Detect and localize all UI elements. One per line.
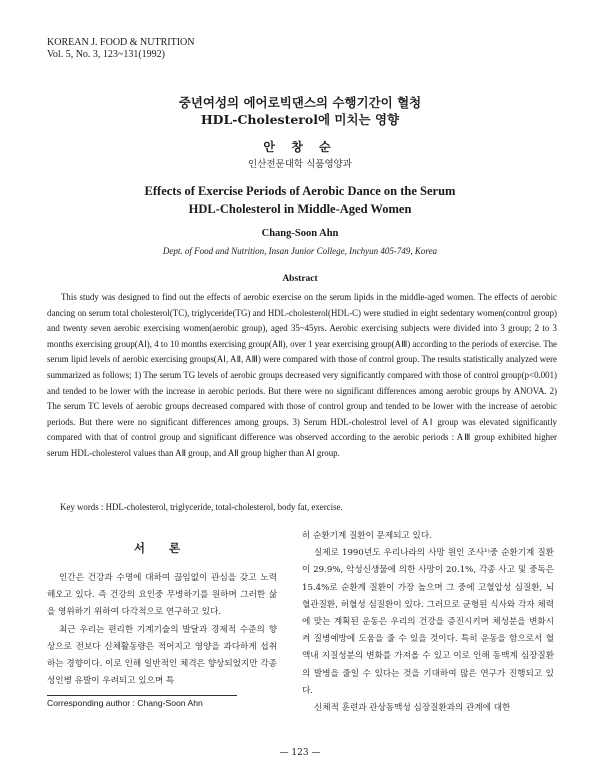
keywords — [60, 502, 560, 512]
body-paragraph: 히 순환기계 질환이 문제되고 있다. — [302, 531, 432, 541]
korean-title-line2: HDL-Cholesterol에 미치는 영향 — [200, 112, 400, 127]
section-heading-introduction: 서 론 — [133, 541, 191, 555]
keywords-label: Key words : — [60, 502, 106, 512]
page-number: — 123 — — [279, 748, 321, 758]
body-paragraph: 실제로 1990년도 우리나라의 사망 원인 조사¹⁾중 순환기계 질환이 29.9%, 악성신생물에 의한 사망이 20.1%, 각종 사고 및 중독은 15.4%로 순환계 질환이 가장 높으며 그 중에 고혈압성 심질환, 뇌혈관질환, 허혈성 심질환이 있다. 그러므로 균형된 식사와 각자 체력에 맞는 계획된 운동은 우리의 건강을 증진시키며 체성분을 변화시켜 질병예방에 도움을 줄 수 있을 것이다. 특히 운동을 함으로서 혈액내 지질성분의 변화를 가져올 수 있고 이로 인해 동맥계 심장질환의 발병을 줄일 수 있다는 것을 기대하여 많은 연구가 진행되고 있다. — [302, 548, 554, 696]
body-paragraph: 최근 우리는 편리한 기계기술의 발달과 경제적 수준의 향상으로 전보다 신체활동량은 적어지고 영양을 과다하게 섭취하는 경향이다. 이로 인해 일반적인 체격은 향상되었지만 각종 성인병 유발이 우려되고 있으며 특 — [47, 624, 277, 687]
corresponding-author-footnote: Corresponding author : Chang-Soon Ahn — [47, 698, 203, 708]
english-title-line2: HDL-Cholesterol in Middle-Aged Women — [188, 202, 412, 216]
body-paragraph: 인간은 건강과 수명에 대하여 끊임없이 관심을 갖고 노력해오고 있다. 즉 건강의 요인중 무병하기를 원하며 그러한 삶을 영위하기 위하여 다각적으로 연구하고 있다. — [47, 573, 277, 618]
korean-title-line1: 중년여성의 에어로빅댄스의 수행기간이 혈청 — [178, 95, 422, 110]
english-affiliation: Dept. of Food and Nutrition, Insan Junior College, Inchyun 405-749, Korea — [162, 246, 438, 256]
korean-affiliation: 인산전문대학 식품영양과 — [248, 159, 352, 170]
journal-header — [47, 37, 195, 61]
right-column — [302, 528, 554, 717]
english-author: Chang-Soon Ahn — [261, 228, 339, 239]
abstract-body: This study was designed to find out the effects of aerobic exercise on the serum lipids in the middle-aged women. The effects of aerobic dancing on serum total cholesterol(TC), triglyceride(TG) and HDL-cholesterol(HDL-C) were studied in eight sedentary women(control group) and twenty seven aerobic exercising women(aerobic group), aged 35~45yrs. Aerobic exercising subjects were divided into 3 group; 2 to 3 months exercising group(AⅠ), 4 to 10 months exercising group(AⅡ), over 1 year exercising group(AⅢ) according to the periods of exercise. The serum lipid levels of aerobic exercising groups(AⅠ, AⅡ, AⅢ) were compared with those of control group. The results statistically analyzed were summarized as follows; 1) The serum TG levels of aerobic groups decreased very significantly compared with those of control group(p<0.001) and tended to be lower with the increase in aerobic periods. But there were no significant differences among aerobic groups by ANOVA. 2) The serum TC levels of aerobic groups decreased compared with those of control group and tended to be lower with the increase of aerobic periods. But there were no significant differences among groups. 3) Serum HDL-cholestrol level of AⅠ group was elevated significantly compared with that of control group and significant difference was observed according to the aerobic periods : AⅢ group exhibited higher serum HDL-cholesterol values than AⅡ group, and AⅡ group higher than AⅠ group. — [47, 292, 557, 458]
footnote-divider — [47, 695, 237, 696]
body-paragraph: 신체적 훈련과 관상동맥성 심장질환과의 관계에 대한 — [314, 703, 511, 714]
english-title — [0, 182, 600, 218]
journal-volume: Vol. 5, No. 3, 123~131(1992) — [47, 49, 166, 60]
left-column — [47, 540, 277, 690]
abstract-heading: Abstract — [282, 274, 318, 284]
english-title-line1: Effects of Exercise Periods of Aerobic Dance on the Serum — [144, 184, 456, 198]
journal-name: KOREAN J. FOOD & NUTRITION — [47, 37, 195, 48]
korean-author: 안 창 순 — [263, 140, 337, 154]
keywords-text: HDL-cholesterol, triglyceride, total-cholesterol, body fat, exercise. — [105, 502, 343, 512]
korean-title — [0, 94, 600, 128]
